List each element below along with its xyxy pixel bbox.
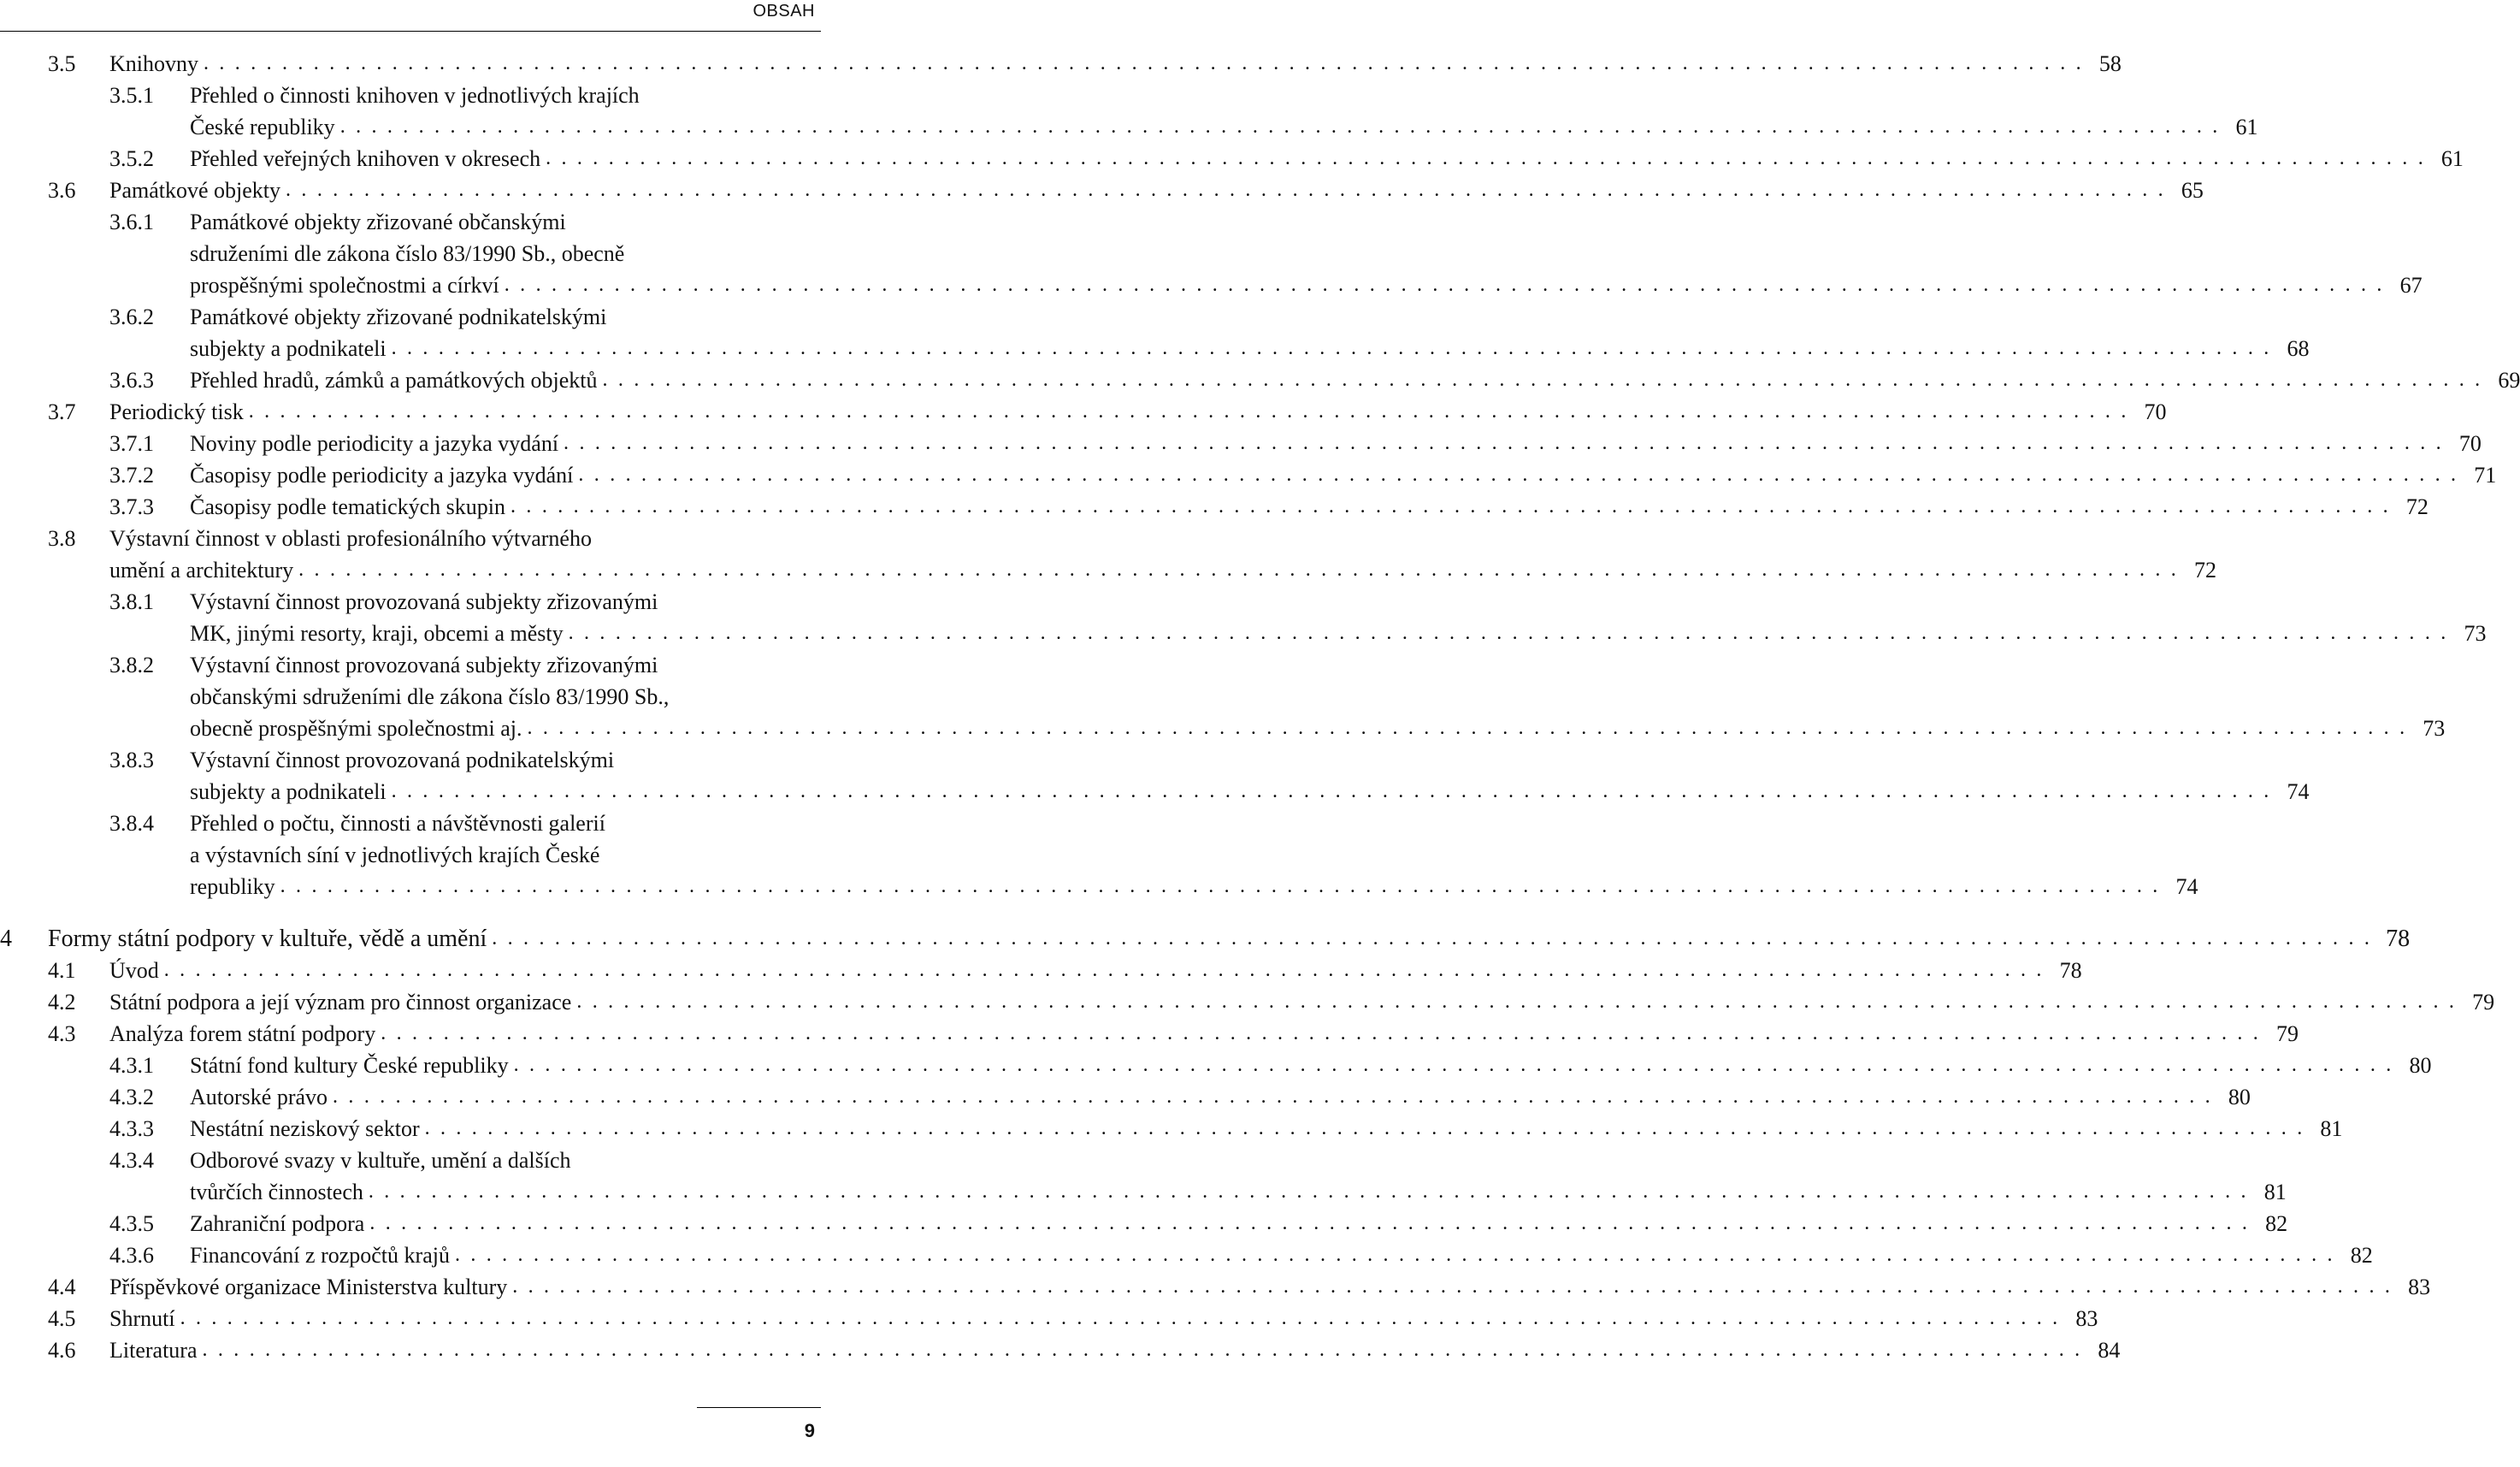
- toc-entry-number: 3.8.1: [109, 589, 154, 614]
- toc-entry-title: Analýza forem státní podpory: [109, 1021, 376, 1046]
- toc-entry-line: [109, 955, 2082, 986]
- toc-entry-line: [190, 618, 2487, 649]
- toc-entry-line: [190, 301, 606, 333]
- dot-leader: . . . . . . . . . . . . . . . . . . . . . . . . . . . . . . . . . . . . . . . . . . . . . . . . . . . . . . . . . . . . . . . . . . . . . . . . . . . . . . . . . . . . . . . . . . . . . . . . . . . . . . . . . . . . . . . . . . . . . . . .: [504, 274, 2385, 296]
- toc-entry-page: 81: [2263, 1180, 2287, 1204]
- toc-entry-title: Přehled veřejných knihoven v okresech: [190, 146, 541, 171]
- toc-entry-line: [190, 649, 658, 681]
- dot-leader: . . . . . . . . . . . . . . . . . . . . . . . . . . . . . . . . . . . . . . . . . . . . . . . . . . . . . . . . . . . . . . . . . . . . . . . . . . . . . . . . . . . . . . . . . . . . . . . . . . . . . . . . . . . . . . . . . . . . . . . .: [576, 991, 2458, 1013]
- toc-entry-number: 3.6: [48, 178, 76, 203]
- toc-entry-number: 4.6: [48, 1338, 76, 1363]
- toc-entry-number: 4.3.4: [109, 1148, 154, 1173]
- dot-leader: . . . . . . . . . . . . . . . . . . . . . . . . . . . . . . . . . . . . . . . . . . . . . . . . . . . . . . . . . . . . . . . . . . . . . . . . . . . . . . . . . . . . . . . . . . . . . . . . . . . . . . . . . . . . . . . . . . . . . . . .: [564, 432, 2444, 454]
- toc-entry-title: republiky: [190, 874, 275, 899]
- toc-entry-line: [190, 776, 2310, 807]
- toc-entry-line: [109, 986, 2495, 1018]
- toc-entry-line: [190, 143, 2464, 175]
- toc-entry-title: České republiky: [190, 115, 335, 139]
- toc-entry-page: 81: [2320, 1116, 2343, 1141]
- toc-entry-number: 4.2: [48, 990, 76, 1014]
- toc-entry-page: 71: [2474, 463, 2497, 488]
- toc-entry-page: 78: [2059, 958, 2082, 983]
- dot-leader: . . . . . . . . . . . . . . . . . . . . . . . . . . . . . . . . . . . . . . . . . . . . . . . . . . . . . . . . . . . . . . . . . . . . . . . . . . . . . . . . . . . . . . . . . . . . . . . . . . . . . . . . . . . . . . . . . . . . . . . .: [298, 559, 2179, 581]
- dot-leader: . . . . . . . . . . . . . . . . . . . . . . . . . . . . . . . . . . . . . . . . . . . . . . . . . . . . . . . . . . . . . . . . . . . . . . . . . . . . . . . . . . . . . . . . . . . . . . . . . . . . . . . . . . . . . . . . . . . . . . . .: [163, 959, 2045, 981]
- toc-entry-line: [190, 871, 2198, 902]
- toc-entry-title: Noviny podle periodicity a jazyka vydání: [190, 431, 559, 456]
- toc-entry-number: 3.7.1: [109, 431, 154, 456]
- toc-entry-page: 61: [2440, 146, 2464, 171]
- toc-entry-title: tvůrčích činnostech: [190, 1180, 363, 1204]
- toc-entry-title: prospěšnými společnostmi a církví: [190, 273, 499, 298]
- toc-entry-title: Památkové objekty zřizované občanskými: [190, 210, 566, 234]
- toc-entry-number: 4.1: [48, 958, 76, 983]
- toc-entry-title: Úvod: [109, 958, 159, 983]
- toc-entry-number: 3.8: [48, 526, 76, 551]
- toc-entry-page: 83: [2408, 1275, 2431, 1299]
- toc-entry-line: [190, 269, 2423, 301]
- toc-entry-page: 72: [2405, 494, 2429, 519]
- toc-entry-line: [190, 428, 2482, 459]
- dot-leader: . . . . . . . . . . . . . . . . . . . . . . . . . . . . . . . . . . . . . . . . . . . . . . . . . . . . . . . . . . . . . . . . . . . . . . . . . . . . . . . . . . . . . . . . . . . . . . . . . . . . . . . . . . . . . . . . . . . . . . . .: [602, 369, 2483, 391]
- toc-entry-line: [190, 1113, 2343, 1145]
- dot-leader: . . . . . . . . . . . . . . . . . . . . . . . . . . . . . . . . . . . . . . . . . . . . . . . . . . . . . . . . . . . . . . . . . . . . . . . . . . . . . . . . . . . . . . . . . . . . . . . . . . . . . . . . . . . . . . . . . . . . . . . .: [369, 1212, 2251, 1234]
- running-header: [0, 0, 821, 32]
- dot-leader: . . . . . . . . . . . . . . . . . . . . . . . . . . . . . . . . . . . . . . . . . . . . . . . . . . . . . . . . . . . . . . . . . . . . . . . . . . . . . . . . . . . . . . . . . . . . . . . . . . . . . . . . . . . . . . . . . . . . . . . .: [368, 1180, 2249, 1203]
- dot-leader: . . . . . . . . . . . . . . . . . . . . . . . . . . . . . . . . . . . . . . . . . . . . . . . . . . . . . . . . . . . . . . . . . . . . . . . . . . . . . . . . . . . . . . . . . . . . . . . . . . . . . . . . . . . . . . . . . . . . . . . .: [513, 1054, 2394, 1076]
- dot-leader: . . . . . . . . . . . . . . . . . . . . . . . . . . . . . . . . . . . . . . . . . . . . . . . . . . . . . . . . . . . . . . . . . . . . . . . . . . . . . . . . . . . . . . . . . . . . . . . . . . . . . . . . . . . . . . . . . . . . . . . .: [568, 622, 2449, 644]
- toc-entry-line: [190, 459, 2497, 491]
- toc-entry-number: 3.7.3: [109, 494, 154, 519]
- toc-entry-page: 67: [2399, 273, 2423, 298]
- toc-entry-title: Formy státní podpory v kultuře, vědě a umění: [48, 926, 487, 952]
- toc-entry-line: [109, 396, 2167, 428]
- toc-entry-line: [190, 238, 624, 269]
- toc-entry-number: 4.3.5: [109, 1211, 154, 1236]
- toc-entry-page: 70: [2458, 431, 2482, 456]
- toc-entry-page: 74: [2287, 779, 2310, 804]
- toc-entry-title: subjekty a podnikateli: [190, 336, 387, 361]
- toc-entry-number: 4.3.2: [109, 1085, 154, 1109]
- toc-entry-line: [190, 586, 658, 618]
- toc-entry-page: 69: [2498, 368, 2520, 393]
- dot-leader: . . . . . . . . . . . . . . . . . . . . . . . . . . . . . . . . . . . . . . . . . . . . . . . . . . . . . . . . . . . . . . . . . . . . . . . . . . . . . . . . . . . . . . . . . . . . . . . . . . . . . . . . . . . . . . . . . . . . . . . .: [180, 1307, 2061, 1329]
- toc-entry-line: [190, 206, 566, 238]
- toc-entry-page: 73: [2464, 621, 2487, 646]
- dot-leader: . . . . . . . . . . . . . . . . . . . . . . . . . . . . . . . . . . . . . . . . . . . . . . . . . . . . . . . . . . . . . . . . . . . . . . . . . . . . . . . . . . . . . . . . . . . . . . . . . . . . . . . . . . . . . . . . . . . . . . . .: [546, 147, 2426, 169]
- toc-entry-page: 70: [2144, 399, 2167, 424]
- toc-entry-title: umění a architektury: [109, 558, 294, 583]
- toc-entry-line: [190, 744, 614, 776]
- dot-leader: . . . . . . . . . . . . . . . . . . . . . . . . . . . . . . . . . . . . . . . . . . . . . . . . . . . . . . . . . . . . . . . . . . . . . . . . . . . . . . . . . . . . . . . . . . . . . . . . . . . . . . . . . . . . . . . . . . . . . . . .: [280, 875, 2161, 897]
- toc-entry-title: Periodický tisk: [109, 399, 244, 424]
- toc-entry-number: 4.3.6: [109, 1243, 154, 1268]
- toc-entry-line: [190, 1081, 2251, 1113]
- toc-entry-page: 74: [2175, 874, 2198, 899]
- toc-entry-number: 4.3: [48, 1021, 76, 1046]
- toc-entry-title: subjekty a podnikateli: [190, 779, 387, 804]
- toc-entry-page: 68: [2287, 336, 2310, 361]
- toc-entry-line: [190, 1050, 2432, 1081]
- dot-leader: . . . . . . . . . . . . . . . . . . . . . . . . . . . . . . . . . . . . . . . . . . . . . . . . . . . . . . . . . . . . . . . . . . . . . . . . . . . . . . . . . . . . . . . . . . . . . . . . . . . . . . . . . . . . . . . . . . . . . . . .: [510, 495, 2391, 518]
- toc-entry-line: [190, 111, 2258, 143]
- toc-entry-line: [109, 1303, 2098, 1334]
- toc-entry-title: Památkové objekty: [109, 178, 281, 203]
- toc-entry-page: 61: [2235, 115, 2258, 139]
- toc-entry-number: 3.8.2: [109, 653, 154, 677]
- toc-entry-number: 4.3.3: [109, 1116, 154, 1141]
- toc-entry-page: 65: [2181, 178, 2204, 203]
- toc-entry-page: 82: [2350, 1243, 2373, 1268]
- toc-entry-page: 80: [2409, 1053, 2432, 1078]
- toc-entry-title: MK, jinými resorty, kraji, obcemi a městy: [190, 621, 564, 646]
- toc-entry-line: [109, 48, 2122, 80]
- toc-entry-title: Přehled o činnosti knihoven v jednotlivých krajích: [190, 83, 640, 108]
- toc-entry-page: 72: [2193, 558, 2216, 583]
- dot-leader: . . . . . . . . . . . . . . . . . . . . . . . . . . . . . . . . . . . . . . . . . . . . . . . . . . . . . . . . . . . . . . . . . . . . . . . . . . . . . . . . . . . . . . . . . . . . . . . . . . . . . . . . . . . . . . . . . . . . . . . .: [391, 337, 2272, 359]
- dot-leader: . . . . . . . . . . . . . . . . . . . . . . . . . . . . . . . . . . . . . . . . . . . . . . . . . . . . . . . . . . . . . . . . . . . . . . . . . . . . . . . . . . . . . . . . . . . . . . . . . . . . . . . . . . . . . . . . . . . . . . . .: [512, 1275, 2393, 1298]
- toc-entry-title: Výstavní činnost v oblasti profesionálního výtvarného: [109, 526, 592, 551]
- dot-leader: . . . . . . . . . . . . . . . . . . . . . . . . . . . . . . . . . . . . . . . . . . . . . . . . . . . . . . . . . . . . . . . . . . . . . . . . . . . . . . . . . . . . . . . . . . . . . . . . . . . . . . . . . . . . . . . . . . . . . . . .: [454, 1244, 2335, 1266]
- dot-leader: . . . . . . . . . . . . . . . . . . . . . . . . . . . . . . . . . . . . . . . . . . . . . . . . . . . . . . . . . . . . . . . . . . . . . . . . . . . . . . . . . . . . . . . . . . . . . . . . . . . . . . . . . . . . . . . . . . . . . . . .: [527, 717, 2408, 739]
- toc-entry-title: Odborové svazy v kultuře, umění a dalších: [190, 1148, 571, 1173]
- toc-entry-title: Příspěvkové organizace Ministerstva kultury: [109, 1275, 508, 1299]
- toc-entry-line: [190, 1239, 2373, 1271]
- toc-entry-page: 58: [2098, 51, 2122, 76]
- toc-entry-title: Nestátní neziskový sektor: [190, 1116, 420, 1141]
- toc-entry-number: 4.3.1: [109, 1053, 154, 1078]
- toc-entry-page: 78: [2386, 926, 2411, 952]
- toc-entry-title: Přehled hradů, zámků a památkových objektů: [190, 368, 598, 393]
- toc-entry-title: sdruženími dle zákona číslo 83/1990 Sb., obecně: [190, 241, 625, 266]
- toc-entry-title: Časopisy podle tematických skupin: [190, 494, 506, 519]
- toc-entry-title: Shrnutí: [109, 1306, 175, 1331]
- toc-entry-line: [109, 1271, 2431, 1303]
- toc-entry-page: 79: [2472, 990, 2495, 1014]
- toc-entry-title: Časopisy podle periodicity a jazyka vydání: [190, 463, 574, 488]
- toc-entry-title: Státní fond kultury České republiky: [190, 1053, 509, 1078]
- header-label: OBSAH: [752, 2, 815, 21]
- toc-entry-line: [190, 364, 2520, 396]
- toc-entry-title: občanskými sdruženími dle zákona číslo 83/1990 Sb.,: [190, 684, 670, 709]
- toc-entry-number: 3.7.2: [109, 463, 154, 488]
- toc-entry-page: 84: [2098, 1338, 2121, 1363]
- dot-leader: . . . . . . . . . . . . . . . . . . . . . . . . . . . . . . . . . . . . . . . . . . . . . . . . . . . . . . . . . . . . . . . . . . . . . . . . . . . . . . . . . . . . . . . . . . . . . . . . . . . . . . . . . . . . . . . . . . . . . . . .: [578, 464, 2459, 486]
- toc-entry-line: [109, 175, 2204, 206]
- toc-entry-number: 3.7: [48, 399, 76, 424]
- toc-entry-number: 4: [0, 926, 12, 952]
- dot-leader: . . . . . . . . . . . . . . . . . . . . . . . . . . . . . . . . . . . . . . . . . . . . . . . . . . . . . . . . . . . . . . . . . . . . . . . . . . . . . . . . . . . . . . . . . . . . . . . . . . . . . . . . . . . . . . . . . . . . . . . .: [424, 1117, 2305, 1139]
- toc-entry-title: Autorské právo: [190, 1085, 328, 1109]
- toc-entry-number: 4.4: [48, 1275, 76, 1299]
- dot-leader: . . . . . . . . . . . . . . . . . . . . . . . . . . . . . . . . . . . . . . . . . . . . . . . . . . . . . . . . . . . . . . . . . . . . . . . . . . . . . . . . . . . . . . . . . . . . . . . . . . . . . . . . . . . . . . . . . . . . . . . .: [391, 780, 2272, 802]
- toc-entry-number: 4.5: [48, 1306, 76, 1331]
- toc-entry-number: 3.6.3: [109, 368, 154, 393]
- toc-entry-title: Památkové objekty zřizované podnikatelskými: [190, 305, 607, 329]
- toc-entry-line: [190, 80, 640, 111]
- dot-leader: . . . . . . . . . . . . . . . . . . . . . . . . . . . . . . . . . . . . . . . . . . . . . . . . . . . . . . . . . . . . . . . . . . . . . . . . . . . . . . . . . . . . . . . . . . . . . . . . . . . . . . . . . . . . . . . . . . . . . . . .: [204, 52, 2084, 74]
- dot-leader: . . . . . . . . . . . . . . . . . . . . . . . . . . . . . . . . . . . . . . . . . . . . . . . . . . . . . . . . . . . . . . . . . . . . . . . . . . . . . . . . . . . . . . . . . . . . . . . . . . . . . . . . . . . . . . . . . . . . . . . .: [286, 179, 2166, 201]
- toc-entry-line: [190, 713, 2446, 744]
- footer-page-number: 9: [804, 1420, 815, 1441]
- dot-leader: . . . . . . . . . . . . . . . . . . . . . . . . . . . . . . . . . . . . . . . . . . . . . . . . . . . . . . . . . . . . . . . . . . . . . . . . . . . . . . . . . . . . . . . . . . . . . . . . . . . . . . . . . . . . . . . . . . . . . . . .: [339, 115, 2221, 138]
- toc-entry-number: 3.5.1: [109, 83, 154, 108]
- toc-entry-number: 3.5.2: [109, 146, 154, 171]
- toc-entry-line: [48, 923, 2411, 955]
- dot-leader: . . . . . . . . . . . . . . . . . . . . . . . . . . . . . . . . . . . . . . . . . . . . . . . . . . . . . . . . . . . . . . . . . . . . . . . . . . . . . . . . . . . . . . . . . . . . . . . . . . . . . . . . . . . . . . . . . . . . . . . .: [248, 400, 2129, 423]
- toc-entry-title: Financování z rozpočtů krajů: [190, 1243, 450, 1268]
- toc-entry-number: 3.6.1: [109, 210, 154, 234]
- toc-entry-line: [109, 523, 592, 554]
- toc-entry-title: Literatura: [109, 1338, 198, 1363]
- toc-entry-title: Výstavní činnost provozovaná subjekty zřizovanými: [190, 653, 658, 677]
- toc-entry-title: Knihovny: [109, 51, 198, 76]
- toc-entry-line: [190, 1145, 571, 1176]
- toc-entry-title: Přehled o počtu, činnosti a návštěvnosti galerií: [190, 811, 605, 836]
- toc-entry-line: [190, 1208, 2288, 1239]
- dot-leader: . . . . . . . . . . . . . . . . . . . . . . . . . . . . . . . . . . . . . . . . . . . . . . . . . . . . . . . . . . . . . . . . . . . . . . . . . . . . . . . . . . . . . . . . . . . . . . . . . . . . . . . . . . . . . . . . . . . . . . . .: [492, 927, 2373, 949]
- toc-entry-number: 3.5: [48, 51, 76, 76]
- toc-entry-page: 73: [2423, 716, 2446, 741]
- toc-entry-line: [190, 491, 2429, 523]
- toc-entry-number: 3.8.3: [109, 748, 154, 772]
- toc-entry-line: [109, 1018, 2299, 1050]
- toc-entry-line: [109, 554, 2216, 586]
- toc-entry-page: 80: [2228, 1085, 2251, 1109]
- toc-entry-title: Výstavní činnost provozovaná podnikatelskými: [190, 748, 615, 772]
- toc-entry-line: [190, 681, 669, 713]
- dot-leader: . . . . . . . . . . . . . . . . . . . . . . . . . . . . . . . . . . . . . . . . . . . . . . . . . . . . . . . . . . . . . . . . . . . . . . . . . . . . . . . . . . . . . . . . . . . . . . . . . . . . . . . . . . . . . . . . . . . . . . . .: [381, 1022, 2261, 1044]
- toc-entry-number: 3.8.4: [109, 811, 154, 836]
- toc-entry-number: 3.6.2: [109, 305, 154, 329]
- toc-entry-line: [190, 839, 599, 871]
- footer-rule: [697, 1407, 821, 1408]
- toc-entry-line: [190, 807, 605, 839]
- dot-leader: . . . . . . . . . . . . . . . . . . . . . . . . . . . . . . . . . . . . . . . . . . . . . . . . . . . . . . . . . . . . . . . . . . . . . . . . . . . . . . . . . . . . . . . . . . . . . . . . . . . . . . . . . . . . . . . . . . . . . . . .: [333, 1085, 2213, 1108]
- toc-entry-title: obecně prospěšnými společnostmi aj.: [190, 716, 522, 741]
- toc-entry-title: Zahraniční podpora: [190, 1211, 365, 1236]
- toc-entry-page: 82: [2265, 1211, 2288, 1236]
- toc-entry-page: 83: [2075, 1306, 2098, 1331]
- toc-entry-page: 79: [2276, 1021, 2299, 1046]
- toc-entry-title: Výstavní činnost provozovaná subjekty zřizovanými: [190, 589, 658, 614]
- toc-entry-line: [190, 1176, 2287, 1208]
- toc-entry-title: a výstavních síní v jednotlivých krajích České: [190, 843, 600, 867]
- toc-entry-line: [109, 1334, 2121, 1366]
- toc-entry-title: Státní podpora a její význam pro činnost organizace: [109, 990, 572, 1014]
- toc-entry-line: [190, 333, 2310, 364]
- dot-leader: . . . . . . . . . . . . . . . . . . . . . . . . . . . . . . . . . . . . . . . . . . . . . . . . . . . . . . . . . . . . . . . . . . . . . . . . . . . . . . . . . . . . . . . . . . . . . . . . . . . . . . . . . . . . . . . . . . . . . . . .: [202, 1339, 2083, 1361]
